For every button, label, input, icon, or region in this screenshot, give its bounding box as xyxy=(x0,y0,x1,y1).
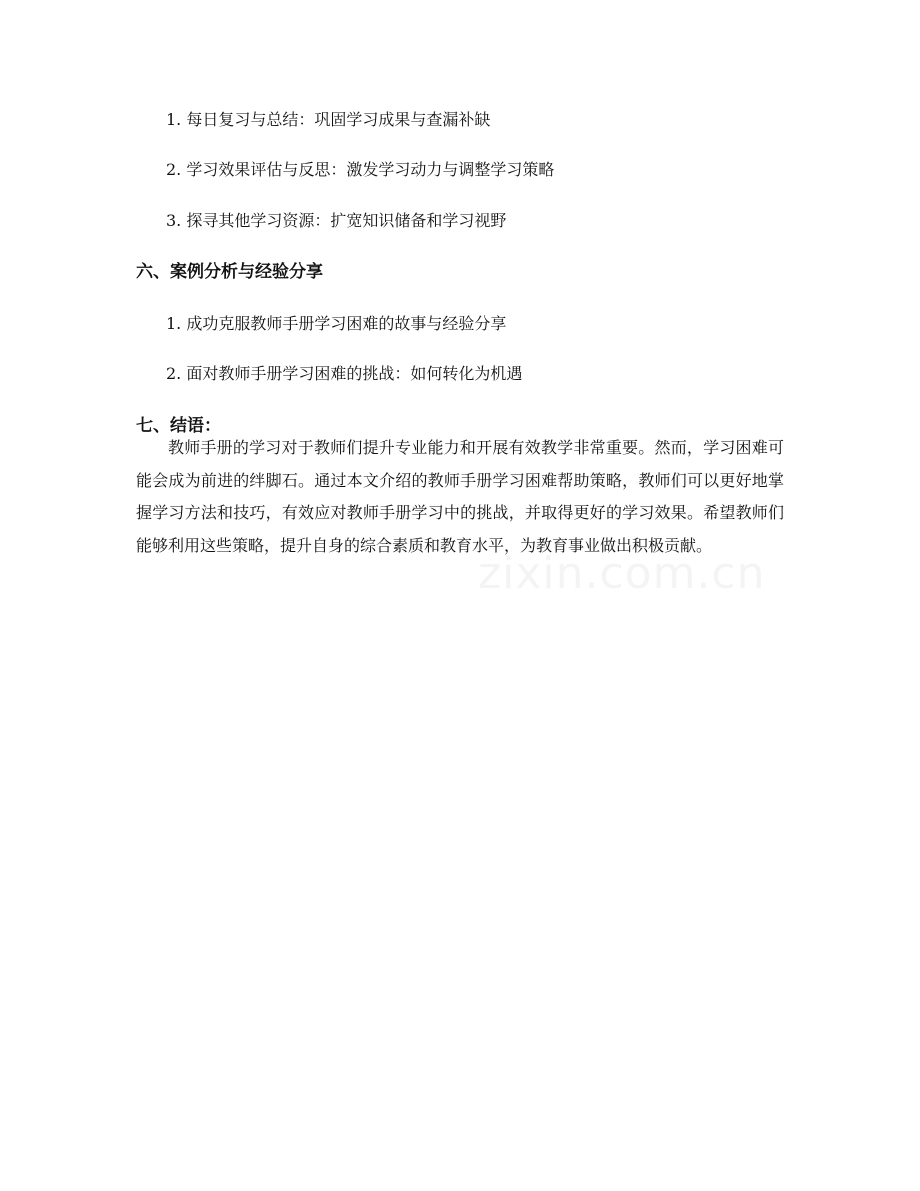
list-item-success-story: 1. 成功克服教师手册学习困难的故事与经验分享 xyxy=(166,314,507,333)
list-item-effect-evaluation: 2. 学习效果评估与反思：激发学习动力与调整学习策略 xyxy=(166,160,555,179)
watermark: zixin.com.cn xyxy=(478,548,766,599)
section-heading-conclusion: 七、结语： xyxy=(136,416,221,436)
conclusion-paragraph: 教师手册的学习对于教师们提升专业能力和开展有效教学非常重要。然而，学习困难可能会成为前进的绊脚石。通过本文介绍的教师手册学习困难帮助策略，教师们可以更好地掌握学习方法和技巧，有效应对教师手册学习中的挑战，并取得更好的学习效果。希望教师们能够利用这些策略，提升自身的综合素质和教育水平，为教育事业做出积极贡献。 xyxy=(136,438,784,555)
list-item-challenge-opportunity: 2. 面对教师手册学习困难的挑战：如何转化为机遇 xyxy=(166,364,523,383)
list-item-other-resources: 3. 探寻其他学习资源：扩宽知识储备和学习视野 xyxy=(166,211,507,230)
section-heading-case-analysis: 六、案例分析与经验分享 xyxy=(136,262,323,282)
list-item-daily-review: 1. 每日复习与总结：巩固学习成果与查漏补缺 xyxy=(166,110,491,129)
